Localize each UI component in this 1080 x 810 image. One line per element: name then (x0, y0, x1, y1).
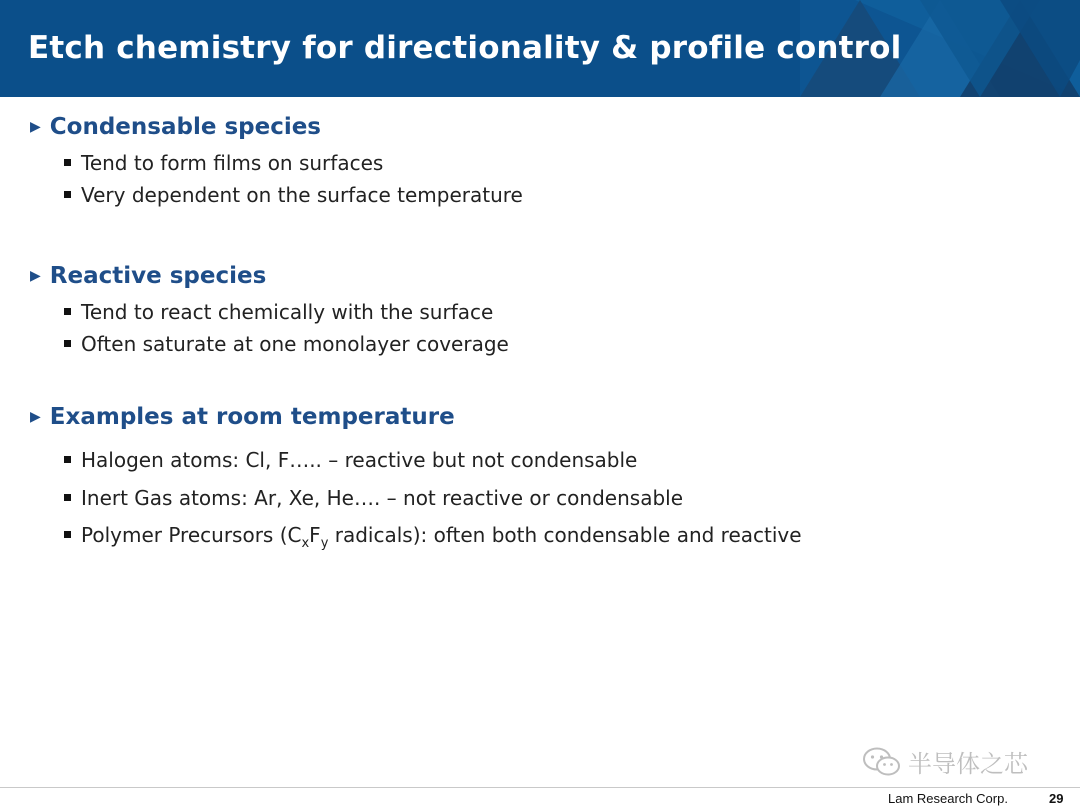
slide-title: Etch chemistry for directionality & profile control (28, 30, 902, 66)
section-heading-reactive (30, 263, 266, 289)
triangle-bullet-icon: ▶ (30, 268, 41, 284)
square-bullet-icon (64, 494, 71, 501)
polymer-mid: F (309, 523, 321, 547)
bullet-item (64, 486, 683, 510)
section-heading-examples (30, 404, 455, 430)
footer-company: Lam Research Corp. (888, 791, 1008, 806)
bullet-item-polymer (64, 523, 802, 551)
square-bullet-icon (64, 456, 71, 463)
bullet-text: Very dependent on the surface temperature (81, 183, 523, 207)
page-number: 29 (1049, 791, 1064, 806)
bullet-text: Inert Gas atoms: Ar, Xe, He…. – not reactive or condensable (81, 486, 684, 510)
watermark (862, 744, 1028, 779)
subscript-y: y (320, 536, 329, 551)
subscript-x: x (301, 536, 310, 551)
wechat-icon (862, 746, 902, 778)
bullet-item (64, 300, 493, 324)
bullet-text: Often saturate at one monolayer coverage (81, 332, 509, 356)
square-bullet-icon (64, 191, 71, 198)
footer-divider (0, 787, 1080, 788)
square-bullet-icon (64, 531, 71, 538)
bullet-text: Halogen atoms: Cl, F….. – reactive but not condensable (81, 448, 638, 472)
square-bullet-icon (64, 340, 71, 347)
bullet-item (64, 448, 637, 472)
bullet-item (64, 183, 523, 207)
bullet-item (64, 332, 509, 356)
bullet-text: Tend to form films on surfaces (81, 151, 384, 175)
square-bullet-icon (64, 159, 71, 166)
bullet-item (64, 151, 383, 175)
section-heading-text: Reactive species (49, 263, 267, 289)
triangle-bullet-icon: ▶ (30, 119, 41, 135)
triangle-bullet-icon: ▶ (30, 409, 41, 425)
polymer-prefix: Polymer Precursors (C (81, 523, 302, 547)
polymer-suffix: radicals): often both condensable and reactive (328, 523, 802, 547)
section-heading-condensable (30, 114, 321, 140)
watermark-text: 半导体之芯 (908, 750, 1028, 778)
bullet-text: Tend to react chemically with the surface (81, 300, 494, 324)
section-heading-text: Examples at room temperature (49, 404, 455, 430)
bullet-text (81, 523, 802, 551)
section-heading-text: Condensable species (49, 114, 321, 140)
square-bullet-icon (64, 308, 71, 315)
